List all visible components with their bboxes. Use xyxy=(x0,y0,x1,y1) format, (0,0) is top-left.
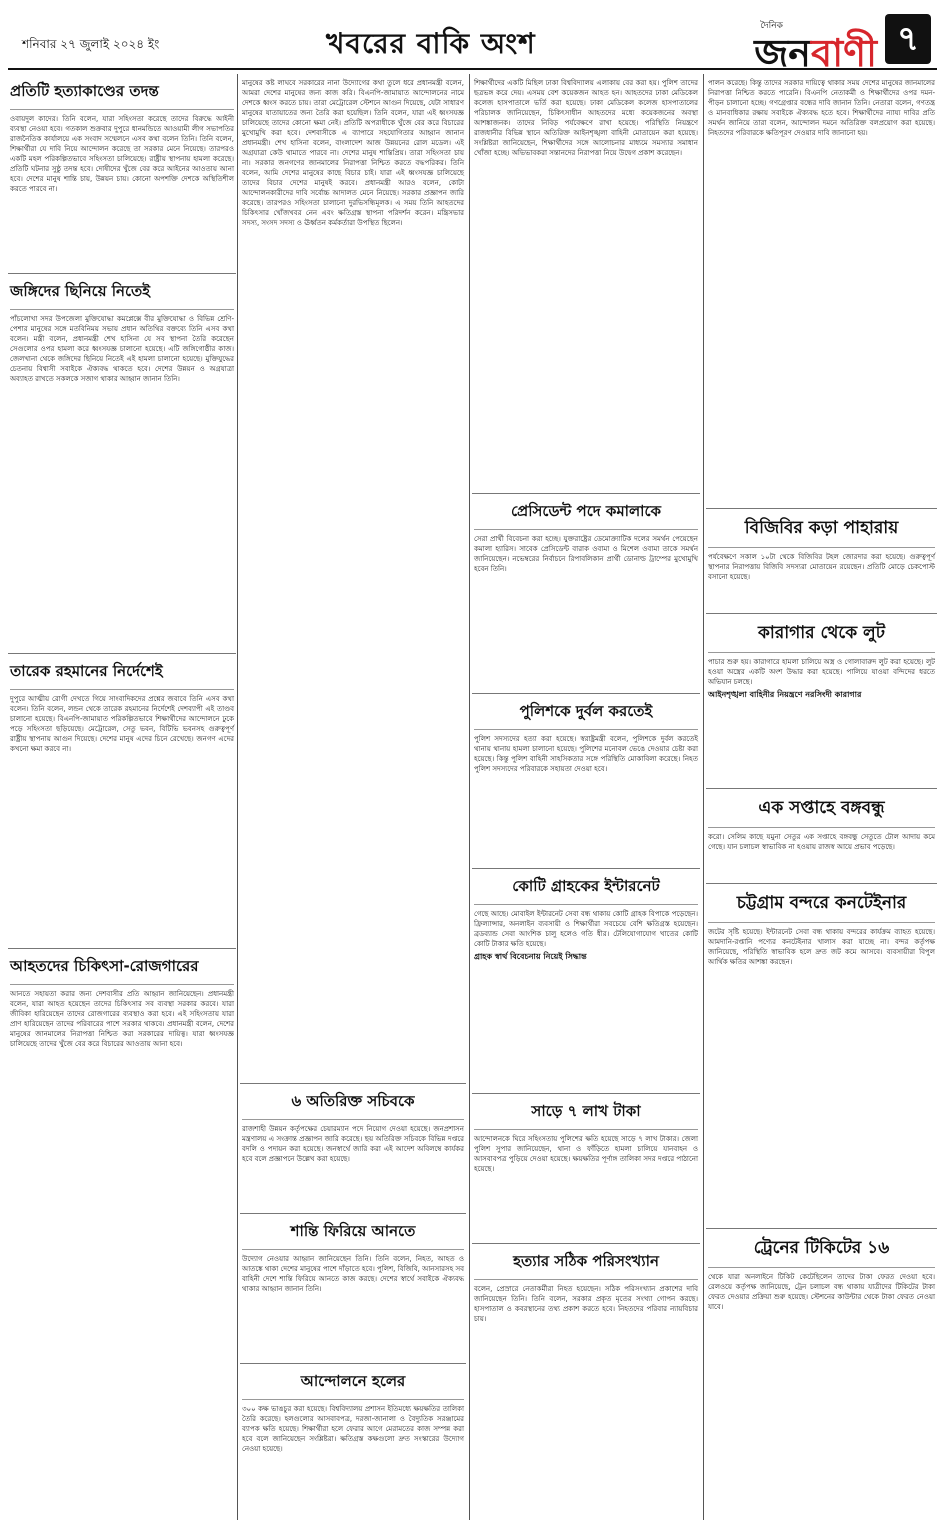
article-body: দুপুরে আত্মীয় রোগী দেখতে গিয়ে সাংবাদিকদের প্রশ্নের জবাবে তিনি এসব কথা বলেন। তিনি বলেন, লন্ডন থেকে তারেক রহমানের নির্দেশেই দেশব্যাপী এই তাণ্ডব চালানো হয়েছে। বিএনপি-জামায়াত পরিকল্পিতভাবে শিক্ষার্থীদের আন্দোলনে ঢুকে পড়ে সহিংসতা ছড়িয়েছে। মেট্রোরেল, সেতু ভবন, বিটিভি ভবনসহ গুরুত্বপূর্ণ রাষ্ট্রীয় স্থাপনায় আগুন দিয়েছে। দেশের মানুষ এদের চিনে রেখেছে। জনগণ এদের কখনো ক্ষমা করবে না। xyxy=(10,695,234,753)
headline: আহতদের চিকিৎসা-রোজগারের xyxy=(10,953,234,985)
article xyxy=(706,74,937,509)
article xyxy=(706,614,937,789)
subheading: গ্রাহক স্বার্থ বিবেচনায় নিয়েই সিদ্ধান্ত xyxy=(474,952,587,961)
headline: ৬ অতিরিক্ত সচিবকে xyxy=(242,1088,464,1120)
headline: কোটি গ্রাহকের ইন্টারনেট xyxy=(474,873,698,905)
column-divider xyxy=(703,74,704,1520)
article xyxy=(472,694,700,869)
article-body: বলেন, প্রেস্রারে নেতাকর্মীরা নিহত হয়েছেন। সঠিক পরিসংখ্যান প্রকাশের দাবি জানিয়েছেন তিনি। তিনি বলেন, সরকার প্রকৃত মৃতের সংখ্যা গোপন করছে। হাসপাতাল ও কবরস্থানের তথ্য প্রকাশ করতে হবে। নিহতদের পরিবার ন্যায়বিচার চায়। xyxy=(474,1285,698,1323)
headline: কারাগার থেকে লুট xyxy=(708,618,935,653)
headline: চট্টগ্রাম বন্দরে কনটেইনার xyxy=(708,888,935,923)
article-body: থেকে যারা অনলাইনে টিকিট কেটেছিলেন তাদের টাকা ফেরত দেওয়া হবে। রেলওয়ে কর্তৃপক্ষ জানিয়েছে, ট্রেন চলাচল বন্ধ থাকায় যাত্রীদের টিকিটের টাকা ফেরত দেওয়ার প্রক্রিয়া শুরু হয়েছে। স্টেশনের কাউন্টার থেকে টাকা ফেরত নেওয়া যাবে। xyxy=(708,1273,935,1311)
article-body: গেছে আছে। মোবাইল ইন্টারনেট সেবা বন্ধ থাকায় কোটি গ্রাহক বিপাকে পড়েছেন। ফ্রিল্যান্সার, অনলাইন ব্যবসায়ী ও শিক্ষার্থীরা সবচেয়ে বেশি ক্ষতিগ্রস্ত হয়েছেন। ব্রডব্যান্ড সেবা আংশিক চালু হলেও গতি ধীর। টেলিযোগাযোগ খাতের কোটি কোটি টাকার ক্ষতি হয়েছে। xyxy=(474,910,698,948)
article xyxy=(706,884,937,1229)
article xyxy=(706,1229,937,1509)
column-1 xyxy=(8,74,236,1520)
article-body: সেরা প্রার্থী বিবেচনা করা হচ্ছে। যুক্তরাষ্ট্রের ডেমোক্র্যাটিক দলের সমর্থন পেয়েছেন কমালা হ্যারিস। সাবেক প্রেসিডেন্ট বারাক ওবামা ও মিশেল ওবামা তাকে সমর্থন জানিয়েছেন। নভেম্বরের নির্বাচনে রিপাবলিকান প্রার্থী ডোনাল্ড ট্রাম্পের মুখোমুখি হবেন তিনি। xyxy=(474,535,698,573)
page-number: ৭ xyxy=(885,14,931,64)
section-title: খবরের বাকি অংশ xyxy=(326,27,536,60)
logo-part-2: বাণী xyxy=(810,30,877,75)
column-2 xyxy=(240,74,466,1520)
article-body: পর্যবেক্ষণে সকাল ১০টা থেকে বিজিবির টহল জোরদার করা হয়েছে। গুরুত্বপূর্ণ স্থাপনার নিরাপত্তায় বিজিবি সদস্যরা মোতায়েন রয়েছেন। প্রতিটি মোড়ে চেকপোস্ট বসানো হয়েছে। xyxy=(708,553,935,581)
headline: আন্দোলনে হলের xyxy=(242,1368,464,1400)
article-body: করো। সেলিম কাছে যমুনা সেতুর এক সপ্তাহে বঙ্গবন্ধু সেতুতে টোল আদায় কমে গেছে। যান চলাচল স্বাভাবিক না হওয়ায় রাজস্ব আয়ে প্রভাব পড়েছে। xyxy=(708,833,935,851)
article-body: ৩০০ কক্ষ ভাঙচুর করা হয়েছে। বিশ্ববিদ্যালয় প্রশাসন ইতিমধ্যে ক্ষয়ক্ষতির তালিকা তৈরি করেছে। হলগুলোর আসবাবপত্র, দরজা-জানালা ও বৈদ্যুতিক সরঞ্জামের ব্যাপক ক্ষতি হয়েছে। শিক্ষার্থীরা হলে ফেরার আগে মেরামতের কাজ সম্পন্ন করা হবে বলে জানিয়েছেন সংশ্লিষ্টরা। ক্ষতিগ্রস্ত কক্ষগুলো দ্রুত সংস্কারের উদ্যোগ নেওয়া হয়েছে। xyxy=(242,1405,464,1453)
article xyxy=(8,74,236,274)
headline: পুলিশকে দুর্বল করতেই xyxy=(474,698,698,730)
article-body: পাঁচলোখা সদর উপজেলা মুক্তিযোদ্ধা কমপ্লেক্সে বীর মুক্তিযোদ্ধা ও বিভিন্ন শ্রেণি-পেশার মানুষের সঙ্গে মতবিনিময় সভায় প্রধান অতিথির বক্তব্যে তিনি এসব কথা বলেন। মন্ত্রী বলেন, প্রধানমন্ত্রী শেখ হাসিনা যে সব স্থাপনা তৈরি করেছেন সেগুলোর ওপর হামলা করে ধ্বংসযজ্ঞ চালানো হয়েছে। এটি জঙ্গিগোষ্ঠীর কাজ। জেলখানা থেকে জঙ্গিদের ছিনিয়ে নিতেই এই হামলা চালানো হয়েছে। মুক্তিযুদ্ধের চেতনায় বিশ্বাসী সবাইকে ঐক্যবদ্ধ থাকতে হবে। দেশের উন্নয়ন ও অগ্রযাত্রা অব্যাহত রাখতে সকলকে সজাগ থাকার আহ্বান জানান তিনি। xyxy=(10,315,234,383)
article xyxy=(472,494,700,694)
article xyxy=(472,869,700,1094)
headline: জঙ্গিদের ছিনিয়ে নিতেই xyxy=(10,278,234,310)
logo-prefix: দৈনিক xyxy=(760,21,783,31)
headline: এক সপ্তাহে বঙ্গবন্ধু xyxy=(708,793,935,828)
column-divider xyxy=(237,74,238,1520)
article-body: মানুষের কষ্ট লাঘবে সরকারের নানা উদ্যোগের কথা তুলে ধরে প্রধানমন্ত্রী বলেন, আমরা দেশের মানুষের জন্য কাজ করি। বিএনপি-জামায়াত আন্দোলনের নামে দেশকে ধ্বংস করতে চায়। তারা মেট্রোরেল স্টেশনে আগুন দিয়েছে, যেটা সাধারণ মানুষের যাতায়াতের জন্য তৈরি করা হয়েছিল। তিনি বলেন, যারা এই ধ্বংসযজ্ঞ চালিয়েছে তাদের কোনো ক্ষমা নেই। প্রতিটি অপরাধীকে খুঁজে বের করে বিচারের মুখোমুখি করা হবে। দেশবাসীকে এ ব্যাপারে সহযোগিতার আহ্বান জানান প্রধানমন্ত্রী। শেখ হাসিনা বলেন, বাংলাদেশ আজ উন্নয়নের রোল মডেল। এই অগ্রযাত্রা কেউ থামাতে পারবে না। দেশের মানুষ শান্তিপ্রিয়। তারা সহিংসতা চায় না। সরকার জনগণের জানমালের নিরাপত্তা নিশ্চিত করতে বদ্ধপরিকর। তিনি বলেন, আমি দেশের মানুষের কাছে বিচার চাই। যারা এই ধ্বংসযজ্ঞ চালিয়েছে তাদের বিচার দেশের মানুষই করবে। প্রধানমন্ত্রী আরও বলেন, কোটা আন্দোলনকারীদের দাবি সর্বোচ্চ আদালত মেনে নিয়েছে। সরকার প্রজ্ঞাপন জারি করেছে। তারপরও সহিংসতা চালানো দুরভিসন্ধিমূলক। এ সময় তিনি আহতদের চিকিৎসার খোঁজখবর নেন এবং ক্ষতিগ্রস্ত স্থাপনা পরিদর্শন করেন। মন্ত্রিসভার সদস্য, সংসদ সদস্য ও ঊর্ধ্বতন কর্মকর্তারা উপস্থিত ছিলেন। xyxy=(242,79,464,227)
issue-date: শনিবার ২৭ জুলাই ২০২৪ ইং xyxy=(22,37,160,51)
article-body: পুলিশ সদস্যদের হত্যা করা হয়েছে। স্বরাষ্ট্রমন্ত্রী বলেন, পুলিশকে দুর্বল করতেই থানায় থানায় হামলা চালানো হয়েছে। পুলিশের মনোবল ভেঙে দেওয়ার চেষ্টা করা হয়েছে। কিন্তু পুলিশ বাহিনী সাহসিকতার সঙ্গে পরিস্থিতি মোকাবিলা করেছে। নিহত পুলিশ সদস্যদের পরিবারকে সহায়তা দেওয়া হবে। xyxy=(474,735,698,773)
article-body: পালন করেছে। কিন্তু তাদের সরকার দায়িত্বে থাকার সময় দেশের মানুষের জানমালের নিরাপত্তা নিশ্চিত করতে পারেনি। বিএনপি নেতাকর্মী ও শিক্ষার্থীদের ওপর দমন-পীড়ন চালানো হচ্ছে। গণগ্রেপ্তার বন্ধের দাবি জানান তিনি। নেতারা বলেন, গণতন্ত্র ও মানবাধিকার রক্ষায় সবাইকে ঐক্যবদ্ধ হতে হবে। শিক্ষার্থীদের ন্যায্য দাবির প্রতি সমর্থন জানিয়ে তারা বলেন, আন্দোলন দমনে অতিরিক্ত বলপ্রয়োগ করা হয়েছে। নিহতদের পরিবারকে ক্ষতিপূরণ দেওয়ার দাবি জানানো হয়। xyxy=(708,79,935,137)
article-body: আন্দোলনকে ঘিরে সহিংসতায় পুলিশের ক্ষতি হয়েছে সাড়ে ৭ লাখ টাকার। জেলা পুলিশ সুপার জানিয়েছেন, থানা ও ফাঁড়িতে হামলা চালিয়ে যানবাহন ও আসবাবপত্র পুড়িয়ে দেওয়া হয়েছে। ক্ষয়ক্ষতির পূর্ণাঙ্গ তালিকা সদর দপ্তরে পাঠানো হয়েছে। xyxy=(474,1135,698,1173)
headline: বিজিবির কড়া পাহারায় xyxy=(708,513,935,548)
subheading: আইনশৃঙ্খলা বাহিনীর নিয়ন্ত্রণে নরসিংদী কারাগার xyxy=(708,690,862,699)
article-body: আনতে সহায়তা করার জন্য দেশবাসীর প্রতি আহ্বান জানিয়েছেন। প্রধানমন্ত্রী বলেন, যারা আহত হয়েছেন তাদের চিকিৎসার সব ব্যবস্থা সরকার করবে। যারা জীবিকা হারিয়েছেন তাদের রোজগারের ব্যবস্থাও করা হবে। এই সহিংসতায় যারা প্রাণ হারিয়েছেন তাদের পরিবারের পাশে সরকার থাকবে। প্রধানমন্ত্রী বলেন, দেশের মানুষের জানমালের নিরাপত্তা নিশ্চিত করা সরকারের দায়িত্ব। যারা ধ্বংসযজ্ঞ চালিয়েছে তাদের খুঁজে বের করে বিচারের আওতায় আনা হবে। xyxy=(10,990,234,1048)
article xyxy=(8,654,236,949)
article xyxy=(240,1214,466,1364)
logo-part-1: জন xyxy=(754,30,811,75)
article xyxy=(706,789,937,884)
article xyxy=(240,74,466,1084)
headline: প্রতিটি হত্যাকাণ্ডের তদন্ত xyxy=(10,78,234,110)
article-body: জটের সৃষ্টি হয়েছে। ইন্টারনেট সেবা বন্ধ থাকায় বন্দরের কার্যক্রম ব্যাহত হয়েছে। আমদানি-রপ্তানি পণ্যের কনটেইনার খালাস করা যাচ্ছে না। বন্দর কর্তৃপক্ষ জানিয়েছে, পরিস্থিতি স্বাভাবিক হলে দ্রুত জট কমে আসবে। ব্যবসায়ীরা বিপুল আর্থিক ক্ষতির আশঙ্কা করছেন। xyxy=(708,928,935,966)
article xyxy=(472,74,700,494)
article xyxy=(472,1094,700,1244)
masthead xyxy=(8,8,937,75)
headline: প্রেসিডেন্ট পদে কমালাকে xyxy=(474,498,698,530)
article-body: রাজশাহী উন্নয়ন কর্তৃপক্ষের চেয়ারম্যান পদে নিয়োগ দেওয়া হয়েছে। জনপ্রশাসন মন্ত্রণালয় এ সংক্রান্ত প্রজ্ঞাপন জারি করেছে। ছয় অতিরিক্ত সচিবকে বিভিন্ন দপ্তরে বদলি ও পদায়ন করা হয়েছে। জনস্বার্থে জারি করা এই আদেশ অবিলম্বে কার্যকর হবে বলে প্রজ্ঞাপনে উল্লেখ করা হয়েছে। xyxy=(242,1125,464,1163)
article xyxy=(8,949,236,1509)
headline: ট্রেনের টিকিটের ১৬ xyxy=(708,1233,935,1268)
newspaper-logo xyxy=(754,18,877,73)
logo-name xyxy=(754,30,877,75)
article xyxy=(472,1244,700,1514)
column-3 xyxy=(472,74,700,1520)
article xyxy=(706,509,937,614)
column-divider xyxy=(469,74,470,1520)
article-body: শিক্ষার্থীদের একটি মিছিল ঢাকা বিশ্ববিদ্যালয় এলাকায় বের করা হয়। পুলিশ তাদের ছত্রভঙ্গ করে দেয়। এসময় বেশ কয়েকজন আহত হন। আহতদের ঢাকা মেডিকেল কলেজ হাসপাতালে ভর্তি করা হয়েছে। ঢাকা মেডিকেল কলেজ হাসপাতালের পরিচালক জানিয়েছেন, চিকিৎসাধীন আহতদের মধ্যে কয়েকজনের অবস্থা আশঙ্কাজনক। তাদের নিবিড় পর্যবেক্ষণে রাখা হয়েছে। পরিস্থিতি নিয়ন্ত্রণে রাজধানীর বিভিন্ন স্থানে অতিরিক্ত আইনশৃঙ্খলা বাহিনী মোতায়েন করা হয়েছে। সংশ্লিষ্টরা জানিয়েছেন, শিক্ষার্থীদের সঙ্গে আলোচনার মাধ্যমে সমস্যার সমাধান খোঁজা হচ্ছে। অভিভাবকরা সন্তানদের নিরাপত্তা নিয়ে উদ্বেগ প্রকাশ করেছেন। xyxy=(474,79,698,157)
headline: হত্যার সঠিক পরিসংখ্যান xyxy=(474,1248,698,1280)
headline: সাড়ে ৭ লাখ টাকা xyxy=(474,1098,698,1130)
article-body: উদ্যোগ নেওয়ার আহ্বান জানিয়েছেন তিনি। তিনি বলেন, নিহত, আহত ও আতঙ্কে থাকা দেশের মানুষের পাশে দাঁড়াতে হবে। পুলিশ, বিজিবি, আনসারসহ সব বাহিনী দেশে শান্তি ফিরিয়ে আনতে কাজ করছে। দেশের স্বার্থে সবাইকে ঐক্যবদ্ধ থাকার আহ্বান জানান তিনি। xyxy=(242,1255,465,1293)
article xyxy=(240,1084,466,1214)
article-body: ওবায়দুল কাদের। তিনি বলেন, যারা সহিংসতা করেছে তাদের বিরুদ্ধে আইনী ব্যবস্থা নেওয়া হবে। গতকাল শুক্রবার দুপুরে ধানমন্ডিতে আওয়ামী লীগ সভাপতির রাজনৈতিক কার্যালয়ে এক সংবাদ সম্মেলনে এসব কথা বলেন তিনি। তিনি বলেন, শিক্ষার্থীরা যে দাবি নিয়ে আন্দোলন করেছে তা সরকার মেনে নিয়েছে। তারপরও একটি মহল পরিকল্পিতভাবে সহিংসতা চালিয়েছে। রাষ্ট্রীয় স্থাপনায় হামলা করেছে। প্রতিটি ঘটনার সুষ্ঠু তদন্ত হবে। দোষীদের খুঁজে বের করে আইনের আওতায় আনা হবে। দেশের মানুষ শান্তি চায়, উন্নয়ন চায়। কোনো অপশক্তি দেশকে অস্থিতিশীল করতে পারবে না। xyxy=(10,115,234,193)
headline: শান্তি ফিরিয়ে আনতে xyxy=(242,1218,464,1250)
article-body: পাচার শুরু হয়। কারাগারে হামলা চালিয়ে অস্ত্র ও গোলাবারুদ লুট করা হয়েছে। লুট হওয়া অস্ত্রের একটি অংশ উদ্ধার করা হয়েছে। পালিয়ে যাওয়া বন্দিদের ধরতে অভিযান চলছে। xyxy=(708,658,935,686)
article xyxy=(240,1364,466,1514)
headline: তারেক রহমানের নির্দেশেই xyxy=(10,658,234,690)
column-4 xyxy=(706,74,937,1520)
article xyxy=(8,274,236,654)
